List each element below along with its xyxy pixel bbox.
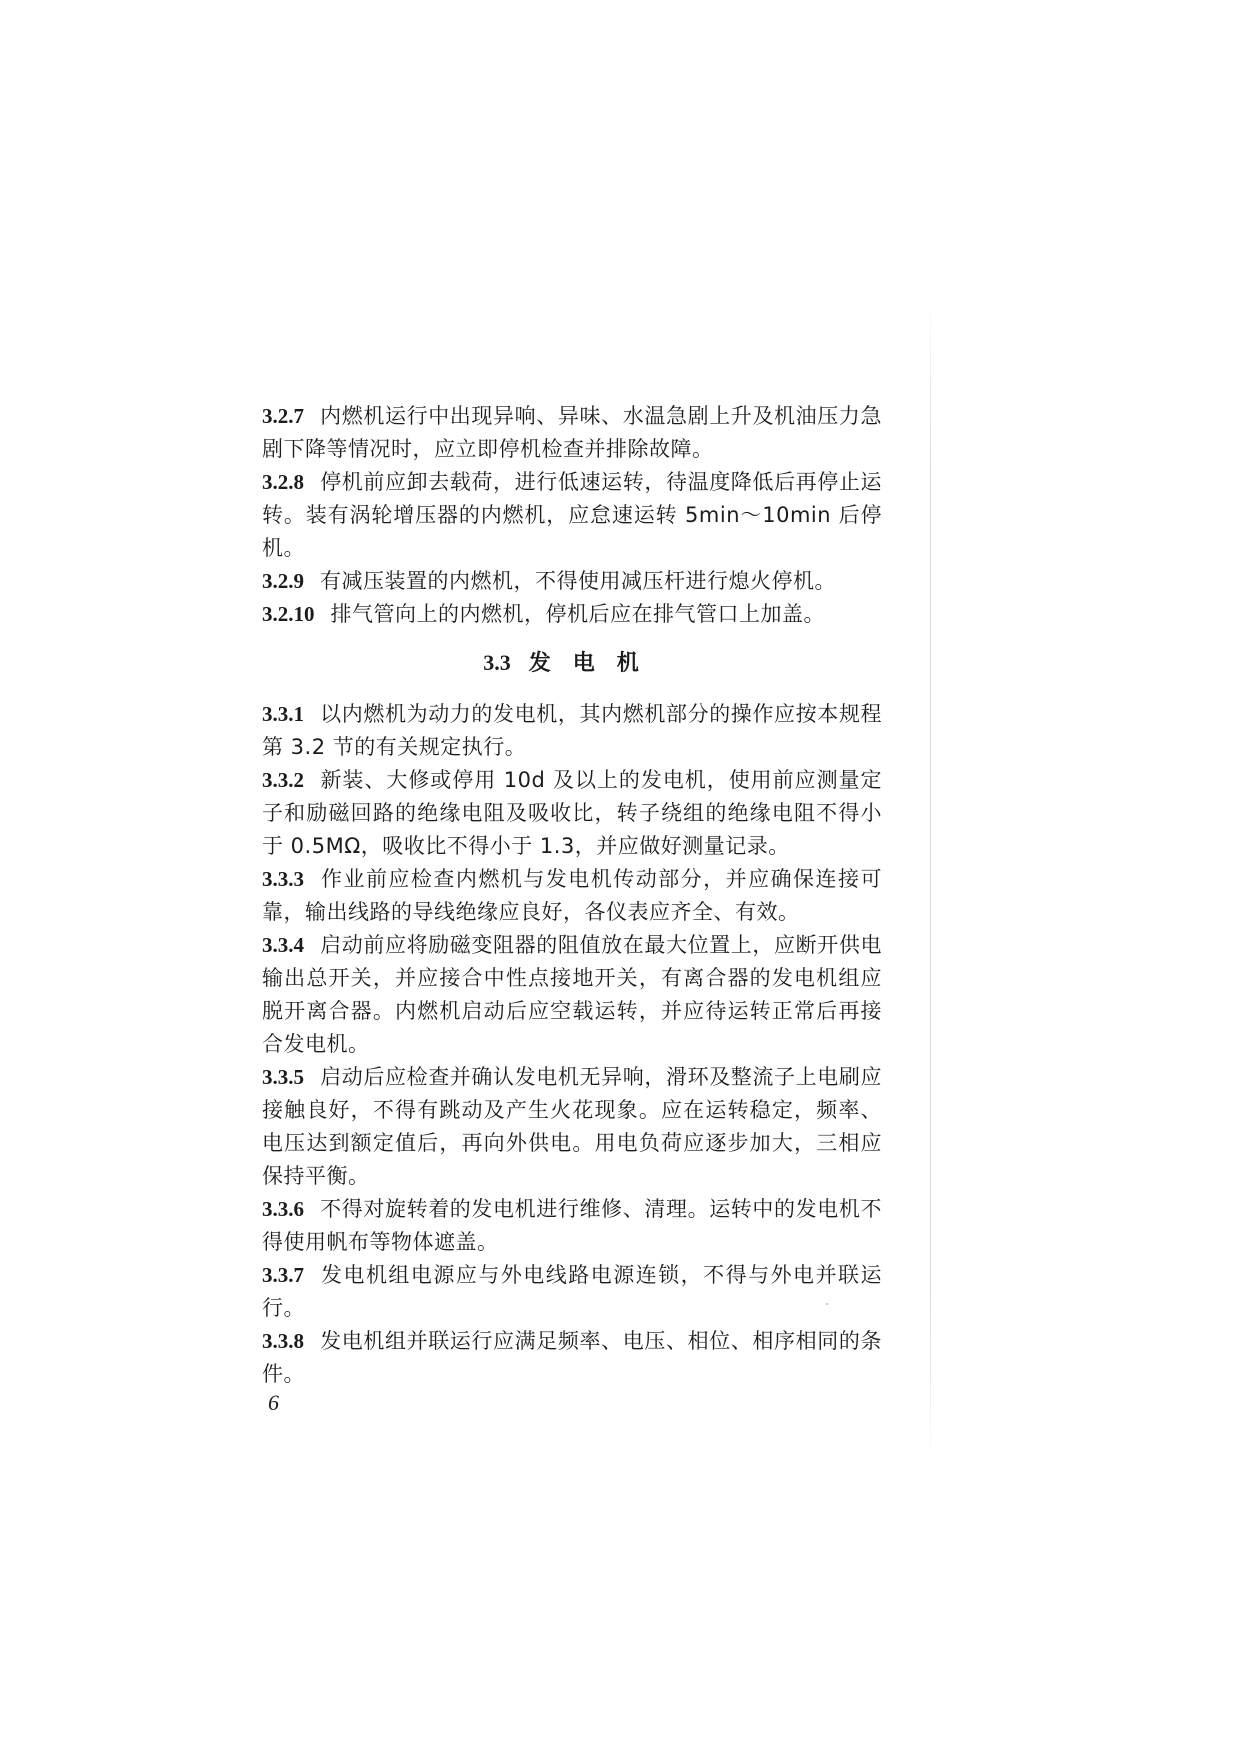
clause-number: 3.3.3 xyxy=(262,867,304,891)
clause-text: 新装、大修或停用 10d 及以上的发电机，使用前应测量定子和励磁回路的绝缘电阻及吸收比，转子绕组的绝缘电阻不得小于 0.5MΩ，吸收比不得小于 1.3，并应做好测量记录。 xyxy=(262,768,882,858)
clause-3-3-2 xyxy=(262,764,882,863)
clause-3-2-8 xyxy=(262,466,882,565)
clause-number: 3.2.10 xyxy=(262,602,315,626)
clause-number: 3.3.8 xyxy=(262,1329,304,1353)
clause-number: 3.3.1 xyxy=(262,702,304,726)
clause-3-3-4 xyxy=(262,929,882,1061)
clause-text: 发电机组电源应与外电线路电源连锁，不得与外电并联运行。 xyxy=(262,1263,882,1320)
clause-number: 3.3.6 xyxy=(262,1197,304,1221)
scan-page-edge xyxy=(930,290,931,1470)
clause-text: 停机前应卸去载荷，进行低速运转，待温度降低后再停止运转。装有涡轮增压器的内燃机，应怠速运转 5min～10min 后停机。 xyxy=(262,470,882,560)
clause-number: 3.3.5 xyxy=(262,1065,304,1089)
clause-3-2-7 xyxy=(262,400,882,466)
clause-3-3-5 xyxy=(262,1061,882,1193)
clause-3-2-9 xyxy=(262,565,882,598)
section-title: 发电机 xyxy=(528,651,661,676)
clause-3-3-1 xyxy=(262,698,882,764)
clause-3-2-10 xyxy=(262,598,882,631)
clause-number: 3.3.2 xyxy=(262,768,304,792)
section-heading xyxy=(262,646,882,680)
clause-text: 内燃机运行中出现异响、异味、水温急剧上升及机油压力急剧下降等情况时，应立即停机检查并排除故障。 xyxy=(262,404,882,461)
clause-number: 3.3.7 xyxy=(262,1263,304,1287)
clause-number: 3.2.9 xyxy=(262,569,304,593)
clause-text: 启动后应检查并确认发电机无异响，滑环及整流子上电刷应接触良好，不得有跳动及产生火花现象。应在运转稳定，频率、电压达到额定值后，再向外供电。用电负荷应逐步加大，三相应保持平衡。 xyxy=(262,1065,882,1188)
clause-number: 3.2.8 xyxy=(262,470,304,494)
section-number: 3.3 xyxy=(483,650,511,675)
page-body xyxy=(262,400,882,1391)
clause-text: 作业前应检查内燃机与发电机传动部分，并应确保连接可靠，输出线路的导线绝缘应良好，各仪表应齐全、有效。 xyxy=(262,867,882,924)
clause-text: 排气管向上的内燃机，停机后应在排气管口上加盖。 xyxy=(330,602,825,626)
clause-text: 发电机组并联运行应满足频率、电压、相位、相序相同的条件。 xyxy=(262,1329,882,1386)
page-number: 6 xyxy=(268,1390,279,1415)
clause-3-3-3 xyxy=(262,863,882,929)
clause-number: 3.3.4 xyxy=(262,933,304,957)
clause-3-3-7 xyxy=(262,1259,882,1325)
clause-text: 有减压装置的内燃机，不得使用减压杆进行熄火停机。 xyxy=(320,569,836,593)
clause-number: 3.2.7 xyxy=(262,404,304,428)
clause-text: 启动前应将励磁变阻器的阻值放在最大位置上，应断开供电输出总开关，并应接合中性点接地开关，有离合器的发电机组应脱开离合器。内燃机启动后应空载运转，并应待运转正常后再接合发电机。 xyxy=(262,933,882,1056)
clause-3-3-8 xyxy=(262,1325,882,1391)
clause-text: 不得对旋转着的发电机进行维修、清理。运转中的发电机不得使用帆布等物体遮盖。 xyxy=(262,1197,882,1254)
clause-text: 以内燃机为动力的发电机，其内燃机部分的操作应按本规程第 3.2 节的有关规定执行。 xyxy=(262,702,882,759)
clause-3-3-6 xyxy=(262,1193,882,1259)
